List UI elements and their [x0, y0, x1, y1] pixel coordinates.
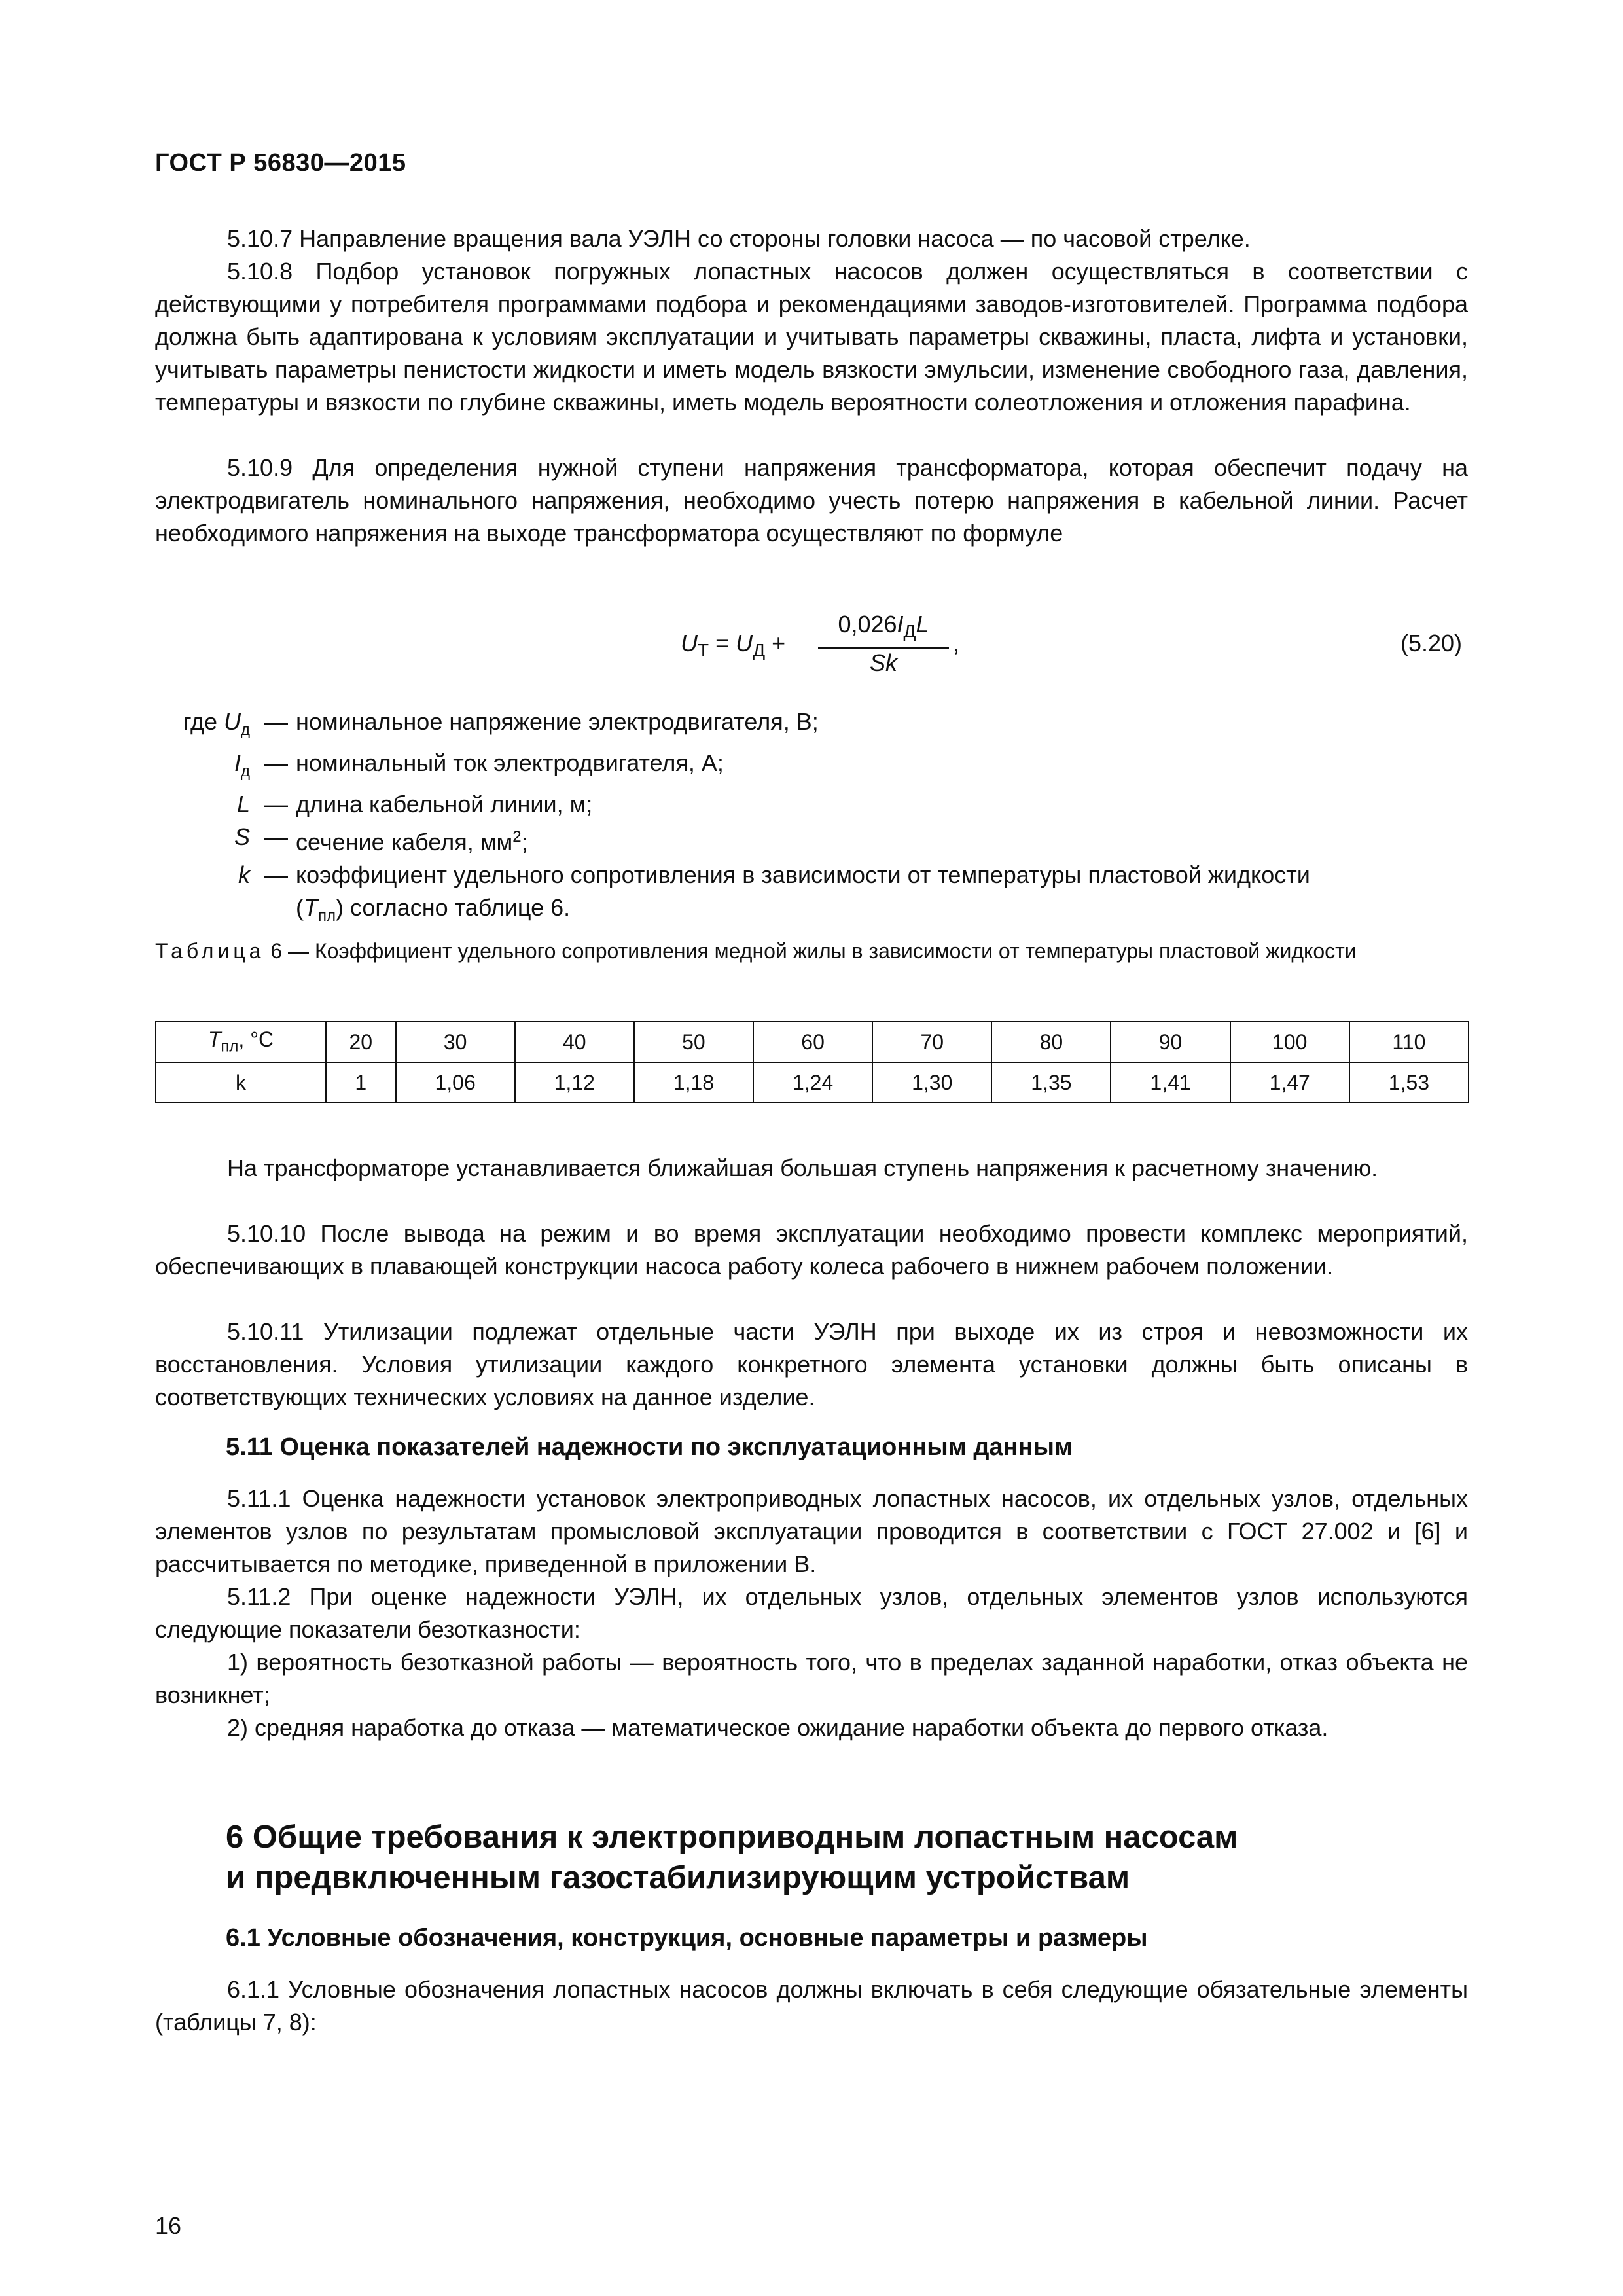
table-row — [156, 1062, 1469, 1103]
table-cell: 1,30 — [872, 1062, 991, 1103]
paragraph-5-10-8: 5.10.8 Подбор установок погружных лопастных насосов должен осуществляться в соответствии с действующими у потребителя программами подбора и рекомендациями заводов-изготовителей. Программа подбора должна быть адаптирована к условиям эксплуатации и учитывать параметры скважины, пласта, лифта и установки, учитывать параметры пенистости жидкости и иметь модель вязкости эмульсии, изменение свободного газа, давления, температуры и вязкости по глубине скважины, иметь модель вероятности солеотложения и отложения парафина. — [155, 258, 1468, 416]
table-cell: 30 — [396, 1022, 515, 1062]
table-cell: 100 — [1230, 1022, 1349, 1062]
equation-number: (5.20) — [1400, 630, 1463, 656]
table-cell: 1,35 — [991, 1062, 1111, 1103]
section-heading-5-11: 5.11 Оценка показателей надежности по эксплуатационным данным — [226, 1433, 1073, 1461]
table-cell: 20 — [326, 1022, 396, 1062]
table-cell: 60 — [753, 1022, 872, 1062]
table-cell: 50 — [634, 1022, 753, 1062]
table-cell: 40 — [515, 1022, 634, 1062]
table-cell: 1,41 — [1111, 1062, 1230, 1103]
definition-row: $I_д$ — номинальный ток электродвигателя, А; — [234, 749, 724, 781]
formula-definitions — [155, 706, 1471, 933]
table-cell: 1,06 — [396, 1062, 515, 1103]
paragraph-5-11-1: 5.11.1 Оценка надежности установок электроприводных лопастных насосов, их отдельных узлов, отдельных элементов узлов по результатам промысловой эксплуатации проводится в соответствии с ГОСТ 27.002 и [6] и рассчитывается по методике, приведенной в приложении В. — [155, 1485, 1468, 1577]
table-row — [156, 1022, 1469, 1062]
table-cell: 1,53 — [1349, 1062, 1469, 1103]
paragraph-transformer: На трансформаторе устанавливается ближайшая большая ступень напряжения к расчетному значению. — [227, 1155, 1378, 1181]
table-cell: 1,18 — [634, 1062, 753, 1103]
paragraph-5-10-10: 5.10.10 После вывода на режим и во время эксплуатации необходимо провести комплекс мероприятий, обеспечивающих в плавающей конструкции насоса работу колеса рабочего в нижнем рабочем положении. — [155, 1220, 1468, 1280]
document-header: ГОСТ Р 56830—2015 — [155, 149, 406, 177]
list-item: 2) средняя наработка до отказа — математическое ожидание наработки объекта до первого отказа. — [227, 1714, 1329, 1741]
table-cell: 110 — [1349, 1022, 1469, 1062]
definition-row: L — длина кабельной линии, м; — [236, 791, 593, 818]
paragraph-5-10-7: 5.10.7 Направление вращения вала УЭЛН со стороны головки насоса — по часовой стрелке. — [227, 225, 1251, 252]
table-cell: 1,12 — [515, 1062, 634, 1103]
formula-fraction: $0,026I_ДL$ Sk — [818, 609, 949, 677]
table-cell: 80 — [991, 1022, 1111, 1062]
table-cell: 1,24 — [753, 1062, 872, 1103]
definition-row: k — коэффициент удельного сопротивления в зависимости от температуры пластовой жидкости $(T_{пл})$ согласно таблице 6. — [238, 861, 1310, 925]
definition-row: S — сечение кабеля, $мм^2$; — [234, 823, 528, 856]
table-caption: Таблица 6 — Коэффициент удельного сопротивления медной жилы в зависимости от температуры пластовой жидкости — [155, 939, 1357, 963]
resistance-table — [155, 1021, 1469, 1103]
table-cell: 70 — [872, 1022, 991, 1062]
paragraph-5-10-11: 5.10.11 Утилизации подлежат отдельные части УЭЛН при выходе их из строя и невозможности их восстановления. Условия утилизации каждого конкретного элемента установки должны быть описаны в соответствующих технических условиях на данное изделие. — [155, 1318, 1468, 1410]
paragraph-5-10-9: 5.10.9 Для определения нужной ступени напряжения трансформатора, которая обеспечит подачу на электродвигатель номинального напряжения, необходимо учесть потерю напряжения в кабельной линии. Расчет необходимого напряжения на выходе трансформатора осуществляют по формуле — [155, 454, 1468, 547]
definition-row: где $U_д$ — номинальное напряжение электродвигателя, В; — [183, 708, 819, 740]
page-number: 16 — [155, 2212, 182, 2239]
table-header-cell: k — [156, 1062, 326, 1103]
section-heading-6: 6 Общие требования к электроприводным лопастным насосам и предвключенным газостабилизирующим устройствам — [226, 1820, 1238, 1895]
paragraph-6-1-1: 6.1.1 Условные обозначения лопастных насосов должны включать в себя следующие обязательные элементы (таблицы 7, 8): — [155, 1976, 1468, 2036]
table-cell: 1 — [326, 1062, 396, 1103]
paragraph-5-11-2: 5.11.2 При оценке надежности УЭЛН, их отдельных узлов, отдельных элементов узлов используются следующие показатели безотказности: — [155, 1583, 1468, 1643]
table-cell: 90 — [1111, 1022, 1230, 1062]
section-heading-6-1: 6.1 Условные обозначения, конструкция, основные параметры и размеры — [226, 1924, 1148, 1952]
table-header-cell: $T_{пл}$, °С — [156, 1022, 326, 1062]
list-item: 1) вероятность безотказной работы — вероятность того, что в пределах заданной наработки, отказ объекта не возникнет; — [155, 1649, 1468, 1708]
table-cell: 1,47 — [1230, 1062, 1349, 1103]
